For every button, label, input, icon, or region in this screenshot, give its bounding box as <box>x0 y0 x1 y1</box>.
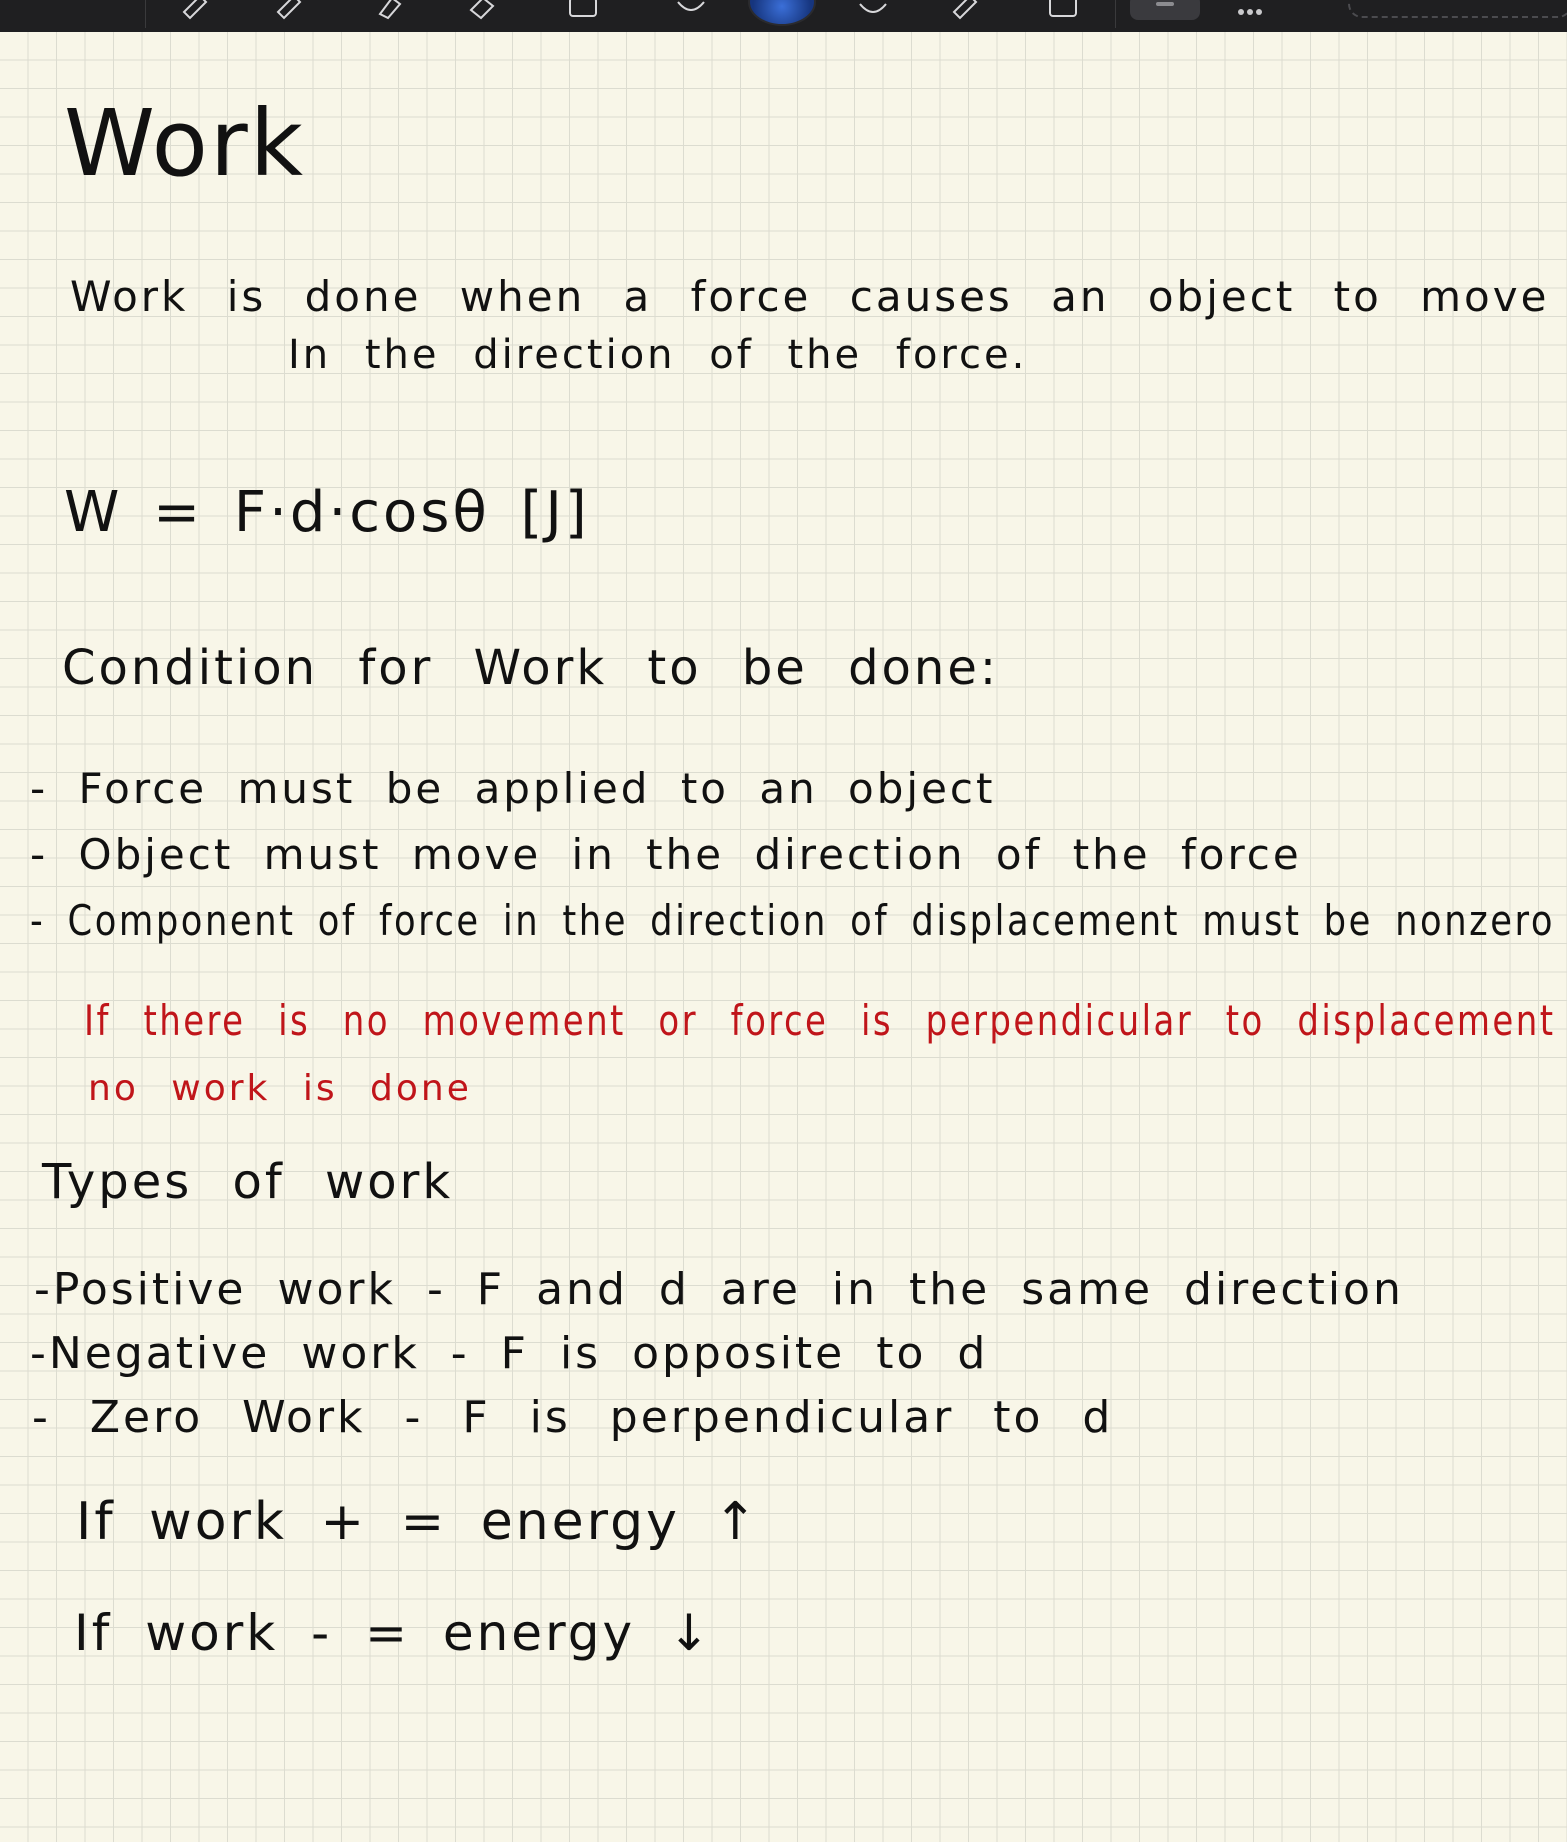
top-toolbar <box>0 0 1567 33</box>
text-box-icon[interactable] <box>1046 0 1080 20</box>
shape-icon[interactable] <box>566 0 600 20</box>
definition-line-1: Work is done when a force causes an object to move <box>70 272 1550 321</box>
note-title: Work <box>64 90 305 197</box>
eraser-icon[interactable] <box>465 0 499 20</box>
pencil-icon[interactable] <box>948 0 982 20</box>
conditions-heading: Condition for Work to be done: <box>62 640 1000 696</box>
energy-rule-positive: If work + = energy ↑ <box>76 1492 761 1552</box>
types-heading: Types of work <box>42 1154 454 1210</box>
red-note-line-1: If there is no movement or force is perpendicular to displacement <box>84 996 1556 1045</box>
type-item: - Zero Work - F is perpendicular to d <box>32 1392 1114 1443</box>
condition-item: - Object must move in the direction of the force <box>30 830 1302 879</box>
red-note-line-2: no work is done <box>88 1068 472 1109</box>
energy-rule-negative: If work - = energy ↓ <box>74 1604 713 1662</box>
toolbar-divider <box>145 0 146 28</box>
type-item: -Positive work - F and d are in the same direction <box>34 1264 1404 1315</box>
pen-tool-icon[interactable] <box>178 0 212 20</box>
layout-icon <box>1156 2 1174 6</box>
highlighter-icon[interactable] <box>372 0 406 20</box>
toolbar-divider <box>1115 0 1116 28</box>
work-formula: W = F·d·cosθ [J] <box>64 480 590 545</box>
type-item: -Negative work - F is opposite to d <box>30 1328 989 1379</box>
color-picker-icon[interactable] <box>748 0 816 26</box>
note-canvas[interactable] <box>0 32 1567 1842</box>
definition-line-2: In the direction of the force. <box>288 332 1028 378</box>
marker-icon[interactable] <box>856 0 890 20</box>
condition-item: - Force must be applied to an object <box>30 764 996 813</box>
lasso-icon[interactable] <box>674 0 708 20</box>
condition-item: - Component of force in the direction of displacement must be nonzero <box>30 896 1555 945</box>
pen-tool-icon[interactable] <box>272 0 306 20</box>
search-field[interactable] <box>1348 0 1567 18</box>
more-options-icon[interactable] <box>1238 2 1274 10</box>
page-layout-button[interactable] <box>1130 0 1200 20</box>
